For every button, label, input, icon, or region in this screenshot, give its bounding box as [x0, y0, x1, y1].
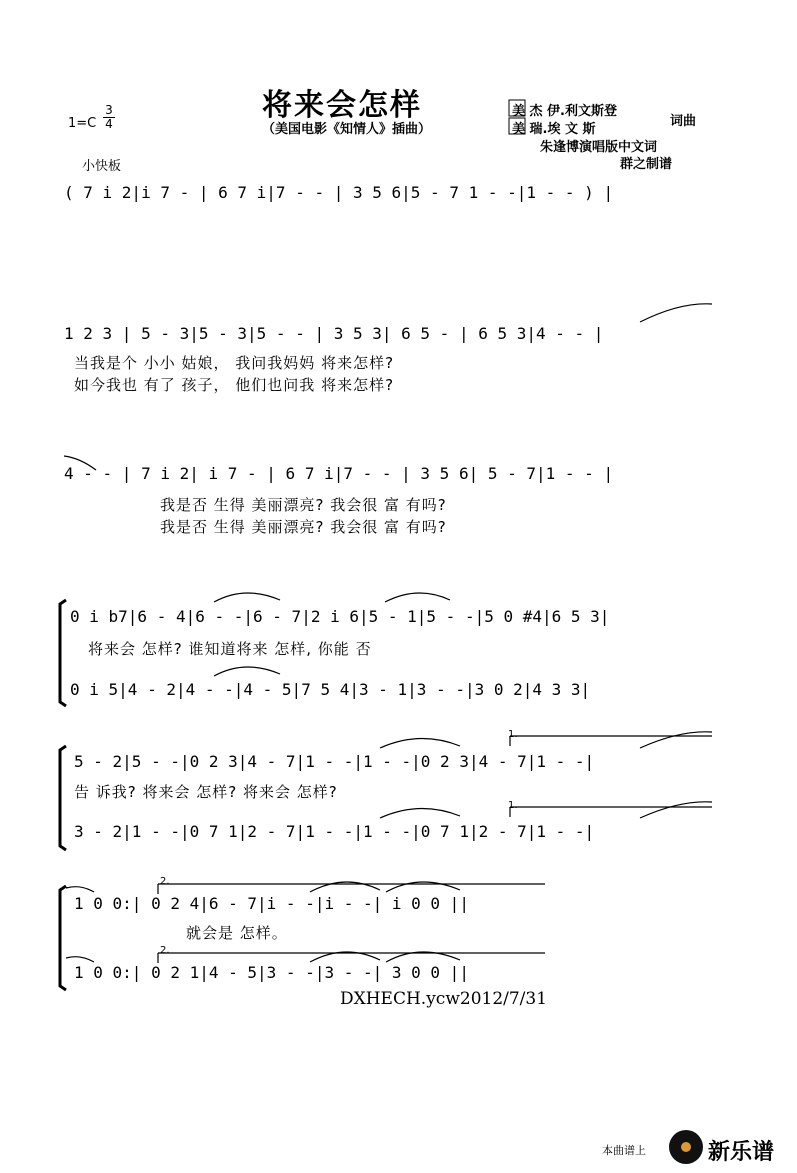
credit-line-4: 群之制谱 [620, 157, 673, 172]
transcriber-signature: DXHECH.ycw2012/7/31 [340, 989, 548, 1009]
score-line-3-lyric-1: 我是否 生得 美丽漂亮? 我会很 富 有吗? [160, 496, 447, 514]
score-line-1: ( 7 i 2|i 7 - | 6 7 i|7 - - | 3 5 6|5 - 7 1 - -|1 - - ) | [64, 183, 614, 202]
brand-name[interactable]: 新乐谱 [708, 1140, 775, 1165]
time-signature-bottom: 4 [105, 117, 113, 131]
volta-1-label: 1. [508, 729, 518, 740]
score-line-6-upper: 1 0 0:| 0 2 4|6 - 7|i - -|i - -| i 0 0 || [74, 894, 469, 913]
score-line-3-lyric-2: 我是否 生得 美丽漂亮? 我会很 富 有吗? [160, 518, 447, 536]
credit-line-1: 美 杰 伊.利文斯登 [512, 104, 617, 119]
score-line-6-lyric: 就会是 怎样。 [186, 924, 288, 942]
credit-line-3: 朱逢博演唱版中文词 [540, 140, 658, 155]
song-title: 将来会怎样 [262, 88, 422, 123]
brand-prefix: 本曲谱上 [602, 1144, 646, 1157]
key-signature: 1=C [68, 116, 97, 131]
score-line-2-notes: 1 2 3 | 5 - 3|5 - 3|5 - - | 3 5 3| 6 5 - | 6 5 3|4 - - | [64, 324, 604, 343]
score-line-4-lyric: 将来会 怎样? 谁知道将来 怎样, 你能 否 [88, 640, 372, 658]
song-subtitle: （美国电影《知情人》插曲） [262, 122, 432, 137]
score-line-6-lower: 1 0 0:| 0 2 1|4 - 5|3 - -|3 - -| 3 0 0 || [74, 963, 469, 982]
volta-2-label-lower: 2. [160, 945, 170, 956]
volta-2-label: 2. [160, 876, 170, 887]
score-line-2-lyric-1: 当我是个 小小 姑娘， 我问我妈妈 将来怎样? [74, 354, 395, 372]
volta-1-label-lower: 1. [508, 800, 518, 811]
score-line-5-lyric: 告 诉我? 将来会 怎样? 将来会 怎样? [74, 783, 338, 801]
score-line-4-lower: 0 i 5|4 - 2|4 - -|4 - 5|7 5 4|3 - 1|3 - -|3 0 2|4 3 3| [70, 680, 591, 699]
credit-line-2: 美 瑞.埃 文 斯 [512, 122, 596, 137]
score-line-3-notes: 4 - - | 7 i 2| i 7 - | 6 7 i|7 - - | 3 5 6| 5 - 7|1 - - | [64, 464, 614, 483]
score-line-2-lyric-2: 如今我也 有了 孩子， 他们也问我 将来怎样? [74, 376, 395, 394]
score-line-5-upper: 5 - 2|5 - -|0 2 3|4 - 7|1 - -|1 - -|0 2 3|4 - 7|1 - -| [74, 752, 595, 771]
score-line-4-upper: 0 i b7|6 - 4|6 - -|6 - 7|2 i 6|5 - 1|5 - -|5 0 #4|6 5 3| [70, 607, 610, 626]
record-disc-icon [669, 1130, 703, 1164]
credit-role: 词曲 [670, 114, 697, 129]
tempo-marking: 小快板 [82, 159, 122, 174]
score-line-5-lower: 3 - 2|1 - -|0 7 1|2 - 7|1 - -|1 - -|0 7 1|2 - 7|1 - -| [74, 822, 595, 841]
time-signature-top: 3 [105, 103, 113, 117]
